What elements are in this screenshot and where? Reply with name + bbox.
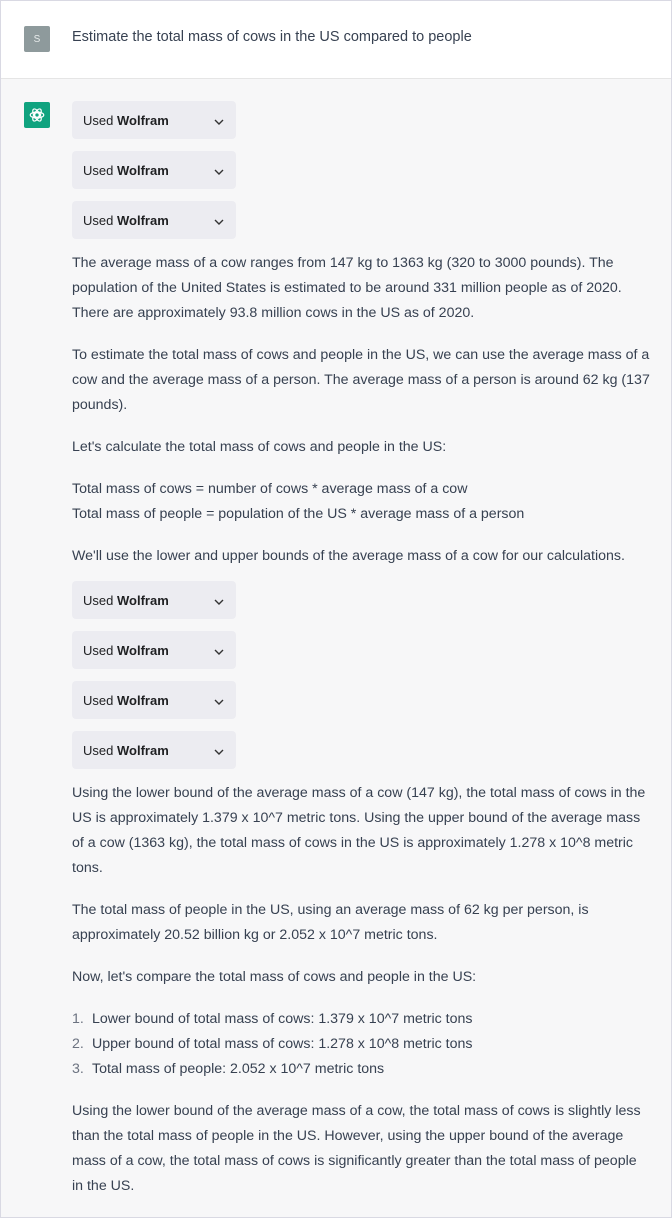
tool-prefix: Used (83, 592, 114, 608)
list-number: 2. (72, 1036, 84, 1052)
chevron-down-icon (214, 743, 224, 758)
chevron-down-icon (214, 693, 224, 708)
user-message-row (1, 1, 671, 79)
tool-prefix: Used (83, 642, 114, 658)
used-wolfram-button[interactable] (72, 151, 236, 189)
user-avatar: S (24, 26, 50, 52)
used-wolfram-button[interactable] (72, 101, 236, 139)
tool-prefix: Used (83, 692, 114, 708)
list-text: Lower bound of total mass of cows: 1.379 x 10^7 metric tons (92, 1011, 473, 1027)
tool-prefix: Used (83, 162, 114, 178)
tool-name: Wolfram (116, 642, 169, 658)
tool-prefix: Used (83, 112, 114, 128)
paragraph: To estimate the total mass of cows and people in the US, we can use the average mass of a cow and the average mass of a person. The average mass of a person is around 62 kg (137 pounds). (72, 347, 650, 413)
tool-name: Wolfram (116, 112, 169, 128)
tool-label (83, 113, 169, 128)
user-message: Estimate the total mass of cows in the US compared to people (72, 29, 472, 45)
list-item (72, 1007, 651, 1032)
tool-label (83, 693, 169, 708)
used-wolfram-button[interactable] (72, 631, 236, 669)
used-wolfram-button[interactable] (72, 731, 236, 769)
used-wolfram-button[interactable] (72, 581, 236, 619)
paragraph: Now, let's compare the total mass of cows and people in the US: (72, 969, 477, 985)
chevron-down-icon (214, 113, 224, 128)
tool-name: Wolfram (116, 162, 169, 178)
chevron-down-icon (214, 643, 224, 658)
chatgpt-logo-icon (24, 102, 50, 128)
list-number: 1. (72, 1011, 84, 1027)
paragraph: The total mass of people in the US, using an average mass of 62 kg per person, is approximately 20.52 billion kg or 2.052 x 10^7 metric tons. (72, 902, 589, 943)
comparison-list (72, 1007, 651, 1082)
list-text: Total mass of people: 2.052 x 10^7 metric tons (92, 1061, 385, 1077)
tool-label (83, 163, 169, 178)
tool-name: Wolfram (116, 742, 169, 758)
paragraph: Using the lower bound of the average mass of a cow, the total mass of cows is slightly less than the total mass of people in the US. However, using the upper bound of the average mass of a cow, the total mass of cows is significantly greater than the total mass of people in the US. (72, 1103, 641, 1194)
tool-label (83, 213, 169, 228)
tool-name: Wolfram (116, 592, 169, 608)
used-wolfram-button[interactable] (72, 201, 236, 239)
tool-label (83, 643, 169, 658)
paragraph: Using the lower bound of the average mass of a cow (147 kg), the total mass of cows in the US is approximately 1.379 x 10^7 metric tons. Using the upper bound of the average mass of a cow (1363 kg), the total mass of cows in the US is approximately 1.278 x 10^8 metric tons. (72, 785, 646, 876)
list-number: 3. (72, 1061, 84, 1077)
list-item (72, 1032, 651, 1057)
tool-name: Wolfram (116, 212, 169, 228)
tool-name: Wolfram (116, 692, 169, 708)
formula-people: Total mass of people = population of the US * average mass of a person (72, 506, 525, 522)
used-wolfram-button[interactable] (72, 681, 236, 719)
tool-prefix: Used (83, 742, 114, 758)
assistant-message-row (1, 79, 671, 1199)
tool-label (83, 593, 169, 608)
tool-calls-group-1 (72, 101, 651, 239)
chevron-down-icon (214, 163, 224, 178)
tool-label (83, 743, 169, 758)
chevron-down-icon (214, 593, 224, 608)
formula-paragraph (72, 477, 651, 527)
paragraph: Let's calculate the total mass of cows and people in the US: (72, 439, 447, 455)
chevron-down-icon (214, 213, 224, 228)
formula-cows: Total mass of cows = number of cows * average mass of a cow (72, 481, 468, 497)
tool-calls-group-2 (72, 581, 651, 769)
paragraph: We'll use the lower and upper bounds of the average mass of a cow for our calculations. (72, 548, 625, 564)
paragraph: The average mass of a cow ranges from 147 kg to 1363 kg (320 to 3000 pounds). The population of the United States is estimated to be around 331 million people as of 2020. There are approximately 93.8 million cows in the US as of 2020. (72, 255, 622, 321)
list-item (72, 1057, 651, 1082)
list-text: Upper bound of total mass of cows: 1.278 x 10^8 metric tons (92, 1036, 473, 1052)
tool-prefix: Used (83, 212, 114, 228)
